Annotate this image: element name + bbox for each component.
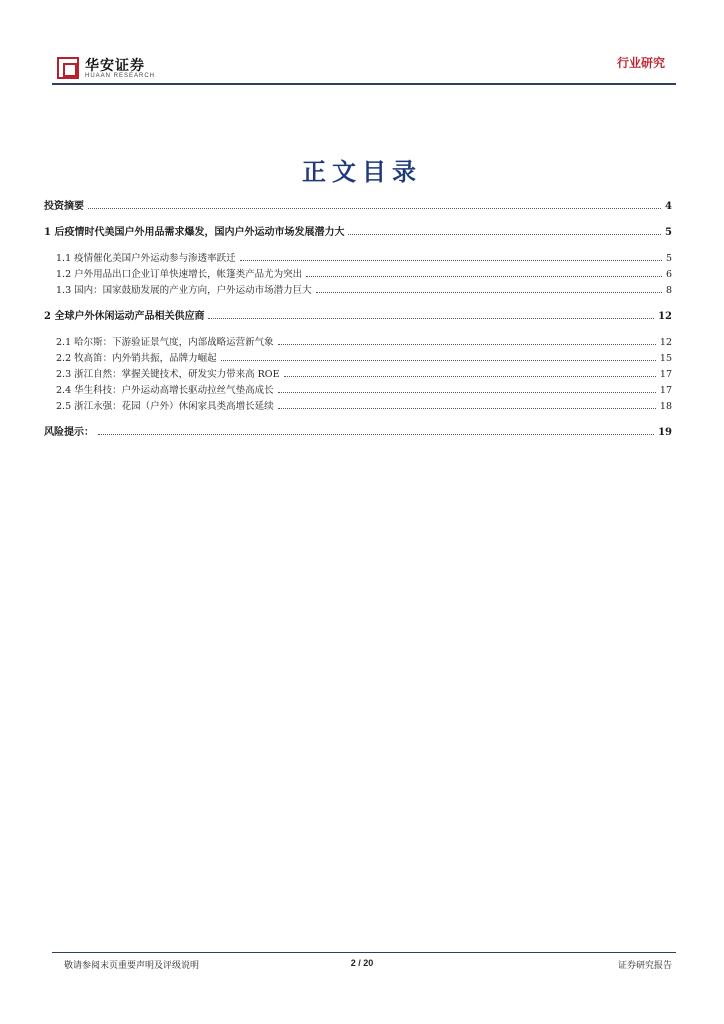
toc-entry[interactable] [44,332,672,348]
toc-dot-leader [278,391,656,393]
toc-entry[interactable] [44,264,672,280]
toc-entry-label: 风险提示： [44,423,96,438]
toc-entry-page: 15 [659,353,672,364]
toc-entry[interactable] [44,308,672,322]
toc-entry-page: 5 [665,227,672,238]
company-logo [57,55,217,85]
toc-entry-label: 投资摘要 [44,197,86,212]
toc-entry-page: 12 [659,337,672,348]
toc-dot-leader [208,317,654,319]
toc-entry-page: 4 [665,201,672,212]
page-number: 2 / 20 [350,958,374,968]
toc-dot-leader [306,275,662,277]
toc-entry-page: 6 [665,269,672,280]
toc-entry-label: 2.4 华生科技：户外运动高增长驱动拉丝气垫高成长 [56,382,276,396]
toc-entry-page: 12 [658,311,672,322]
toc-dot-leader [284,375,656,377]
report-category: 行业研究 [616,56,665,70]
toc-entry-page: 19 [658,427,672,438]
toc-dot-leader [278,343,656,345]
toc-dot-leader [88,207,661,209]
toc-entry-page: 8 [665,285,672,296]
toc-entry[interactable] [44,396,672,412]
toc-entry[interactable] [44,248,672,264]
toc-entry-page: 17 [659,369,672,380]
page-header [0,0,724,90]
footer-disclaimer: 敬请参阅末页重要声明及评级说明 [64,961,200,971]
toc-entry-label: 1.3 国内：国家鼓励发展的产业方向，户外运动市场潜力巨大 [56,282,314,296]
toc-entry[interactable] [44,424,672,438]
logo-subtext: HUAAN RESEARCH [85,73,156,79]
toc-entry-page: 17 [659,385,672,396]
toc-entry-label: 2.3 浙江自然：掌握关键技术，研发实力带来高 ROE [56,366,282,380]
toc-dot-leader [221,359,656,361]
toc-dot-leader [240,259,662,261]
toc-entry[interactable] [44,280,672,296]
toc-entry[interactable] [44,380,672,396]
logo-text: 华安证券 [85,58,145,74]
header-divider [52,83,676,85]
toc-entry-label: 1.2 户外用品出口企业订单快速增长，帐篷类产品尤为突出 [56,266,304,280]
toc-entry[interactable] [44,364,672,380]
toc-dot-leader [316,291,662,293]
logo-icon [57,57,79,79]
toc-entry[interactable] [44,198,672,212]
footer-report-type: 证券研究报告 [617,961,672,971]
toc-entry-page: 18 [659,401,672,412]
toc-entry-label: 2.2 牧高笛：内外销共振，品牌力崛起 [56,350,219,364]
toc-entry-label: 2.5 浙江永强：花园（户外）休闲家具类高增长延续 [56,398,276,412]
toc-entry-page: 5 [665,253,672,264]
toc-entry-label: 2.1 哈尔斯：下游验证景气度，内部战略运营新气象 [56,334,276,348]
toc-dot-leader [348,233,661,235]
toc-entry-label: 1.1 疫情催化美国户外运动参与渗透率跃迁 [56,250,238,264]
table-of-contents [44,198,672,438]
toc-entry[interactable] [44,224,672,238]
toc-entry[interactable] [44,348,672,364]
toc-entry-label: 2 全球户外休闲运动产品相关供应商 [44,307,206,322]
toc-dot-leader [98,433,654,435]
toc-dot-leader [278,407,656,409]
toc-title: 正文目录 [302,157,422,186]
footer-divider [52,952,676,953]
toc-entry-label: 1 后疫情时代美国户外用品需求爆发，国内户外运动市场发展潜力大 [44,223,346,238]
